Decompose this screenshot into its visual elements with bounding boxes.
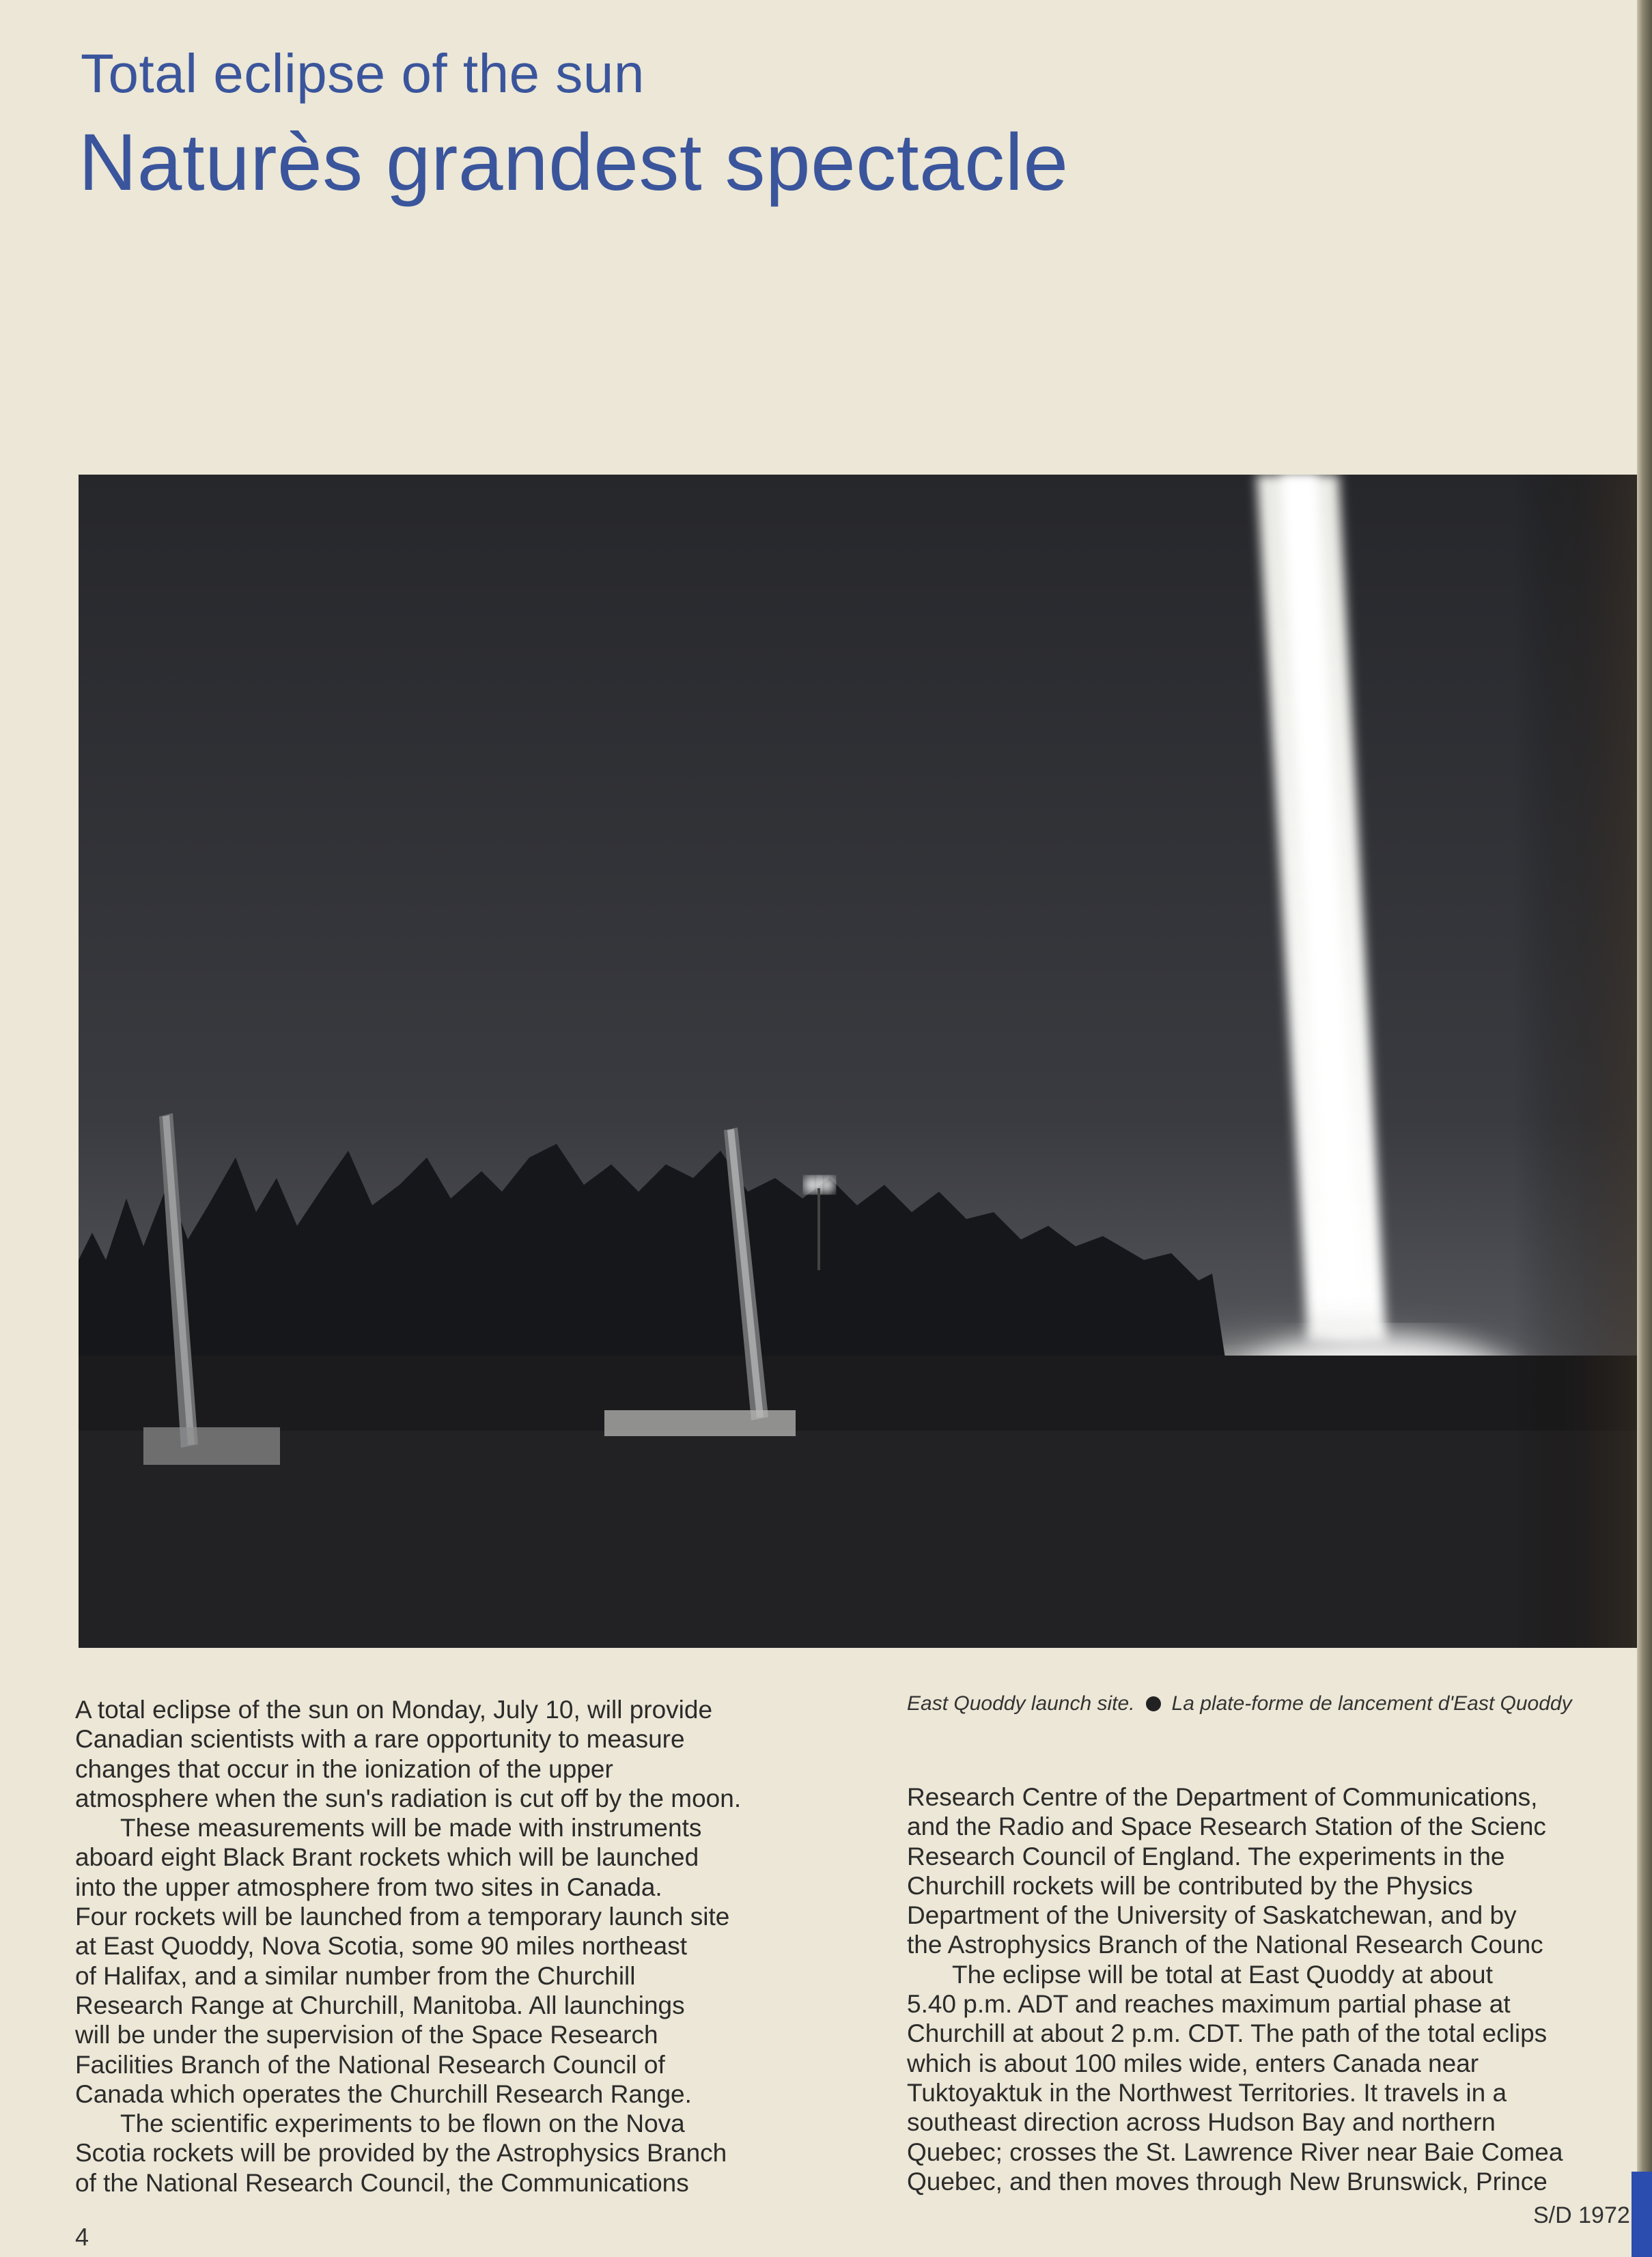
- text-line: 5.40 p.m. ADT and reaches maximum partial phase at: [907, 1990, 1511, 2019]
- text-line: Facilities Branch of the National Research Council of: [75, 2050, 665, 2079]
- text-line: southeast direction across Hudson Bay and northern: [907, 2108, 1496, 2137]
- text-line: will be under the supervision of the Space Research: [75, 2021, 658, 2049]
- issue-label: S/D 1972: [1533, 2202, 1630, 2228]
- text-line: into the upper atmosphere from two sites in Canada.: [75, 1873, 662, 1901]
- paragraph: [75, 2109, 860, 2198]
- bullet-dot-icon: [1146, 1696, 1161, 1711]
- text-line: changes that occur in the ionization of the upper: [75, 1754, 613, 1783]
- page-title: Naturès grandest spectacle: [79, 117, 1069, 208]
- text-line: Churchill at about 2 p.m. CDT. The path of the total eclips: [907, 2019, 1548, 2048]
- text-line: Churchill rockets will be contributed by the Physics: [907, 1871, 1473, 1900]
- text-line: Quebec, and then moves through New Brunswick, Prince: [907, 2167, 1548, 2196]
- text-line: Scotia rockets will be provided by the Astrophysics Branch: [75, 2139, 727, 2168]
- text-line: the Astrophysics Branch of the National Research Counc: [907, 1931, 1543, 1959]
- text-line: Research Range at Churchill, Manitoba. All launchings: [75, 1991, 685, 2019]
- kicker-heading: Total eclipse of the sun: [81, 43, 645, 104]
- page-number: 4: [75, 2223, 89, 2251]
- article-column-2: [907, 1782, 1638, 2196]
- page-spine-shadow: [1637, 0, 1652, 2257]
- caption-french: La plate-forme de lancement d'East Quoddy: [1171, 1692, 1572, 1715]
- text-line: of Halifax, and a similar number from the Churchill: [75, 1961, 636, 1990]
- text-line: Canada which operates the Churchill Research Range.: [75, 2079, 692, 2108]
- photo-caption: [907, 1692, 1638, 1715]
- text-line: Four rockets will be launched from a temporary launch site: [75, 1903, 730, 1931]
- text-line: of the National Research Council, the Communications: [75, 2168, 689, 2197]
- text-line: which is about 100 miles wide, enters Canada near: [907, 2049, 1479, 2077]
- rocket-launch-photo: [79, 475, 1637, 1648]
- text-line: aboard eight Black Brant rockets which will be launched: [75, 1843, 699, 1872]
- text-line: Quebec; crosses the St. Lawrence River near Baie Comea: [907, 2137, 1563, 2166]
- text-line: These measurements will be made with instruments: [120, 1814, 702, 1842]
- text-line: at East Quoddy, Nova Scotia, some 90 miles northeast: [75, 1932, 687, 1961]
- text-line: and the Radio and Space Research Station of the Scienc: [907, 1812, 1546, 1841]
- text-line: atmosphere when the sun's radiation is cut off by the moon.: [75, 1784, 742, 1812]
- paragraph: [75, 1813, 860, 2109]
- paragraph: [907, 1782, 1638, 1960]
- text-line: The scientific experiments to be flown on the Nova: [120, 2109, 685, 2138]
- text-line: A total eclipse of the sun on Monday, July 10, will provide: [75, 1696, 713, 1724]
- text-line: Tuktoyaktuk in the Northwest Territories. It travels in a: [907, 2078, 1507, 2107]
- article-column-1: [75, 1695, 860, 2198]
- text-line: Research Centre of the Department of Communications,: [907, 1783, 1538, 1811]
- text-line: Canadian scientists with a rare opportunity to measure: [75, 1725, 685, 1754]
- paragraph: [75, 1695, 860, 1813]
- text-line: The eclipse will be total at East Quoddy at about: [952, 1960, 1493, 1989]
- caption-english: East Quoddy launch site.: [907, 1692, 1135, 1715]
- paragraph: [907, 1960, 1638, 2196]
- text-line: Research Council of England. The experiments in the: [907, 1842, 1505, 1870]
- text-line: Department of the University of Saskatchewan, and by: [907, 1901, 1517, 1930]
